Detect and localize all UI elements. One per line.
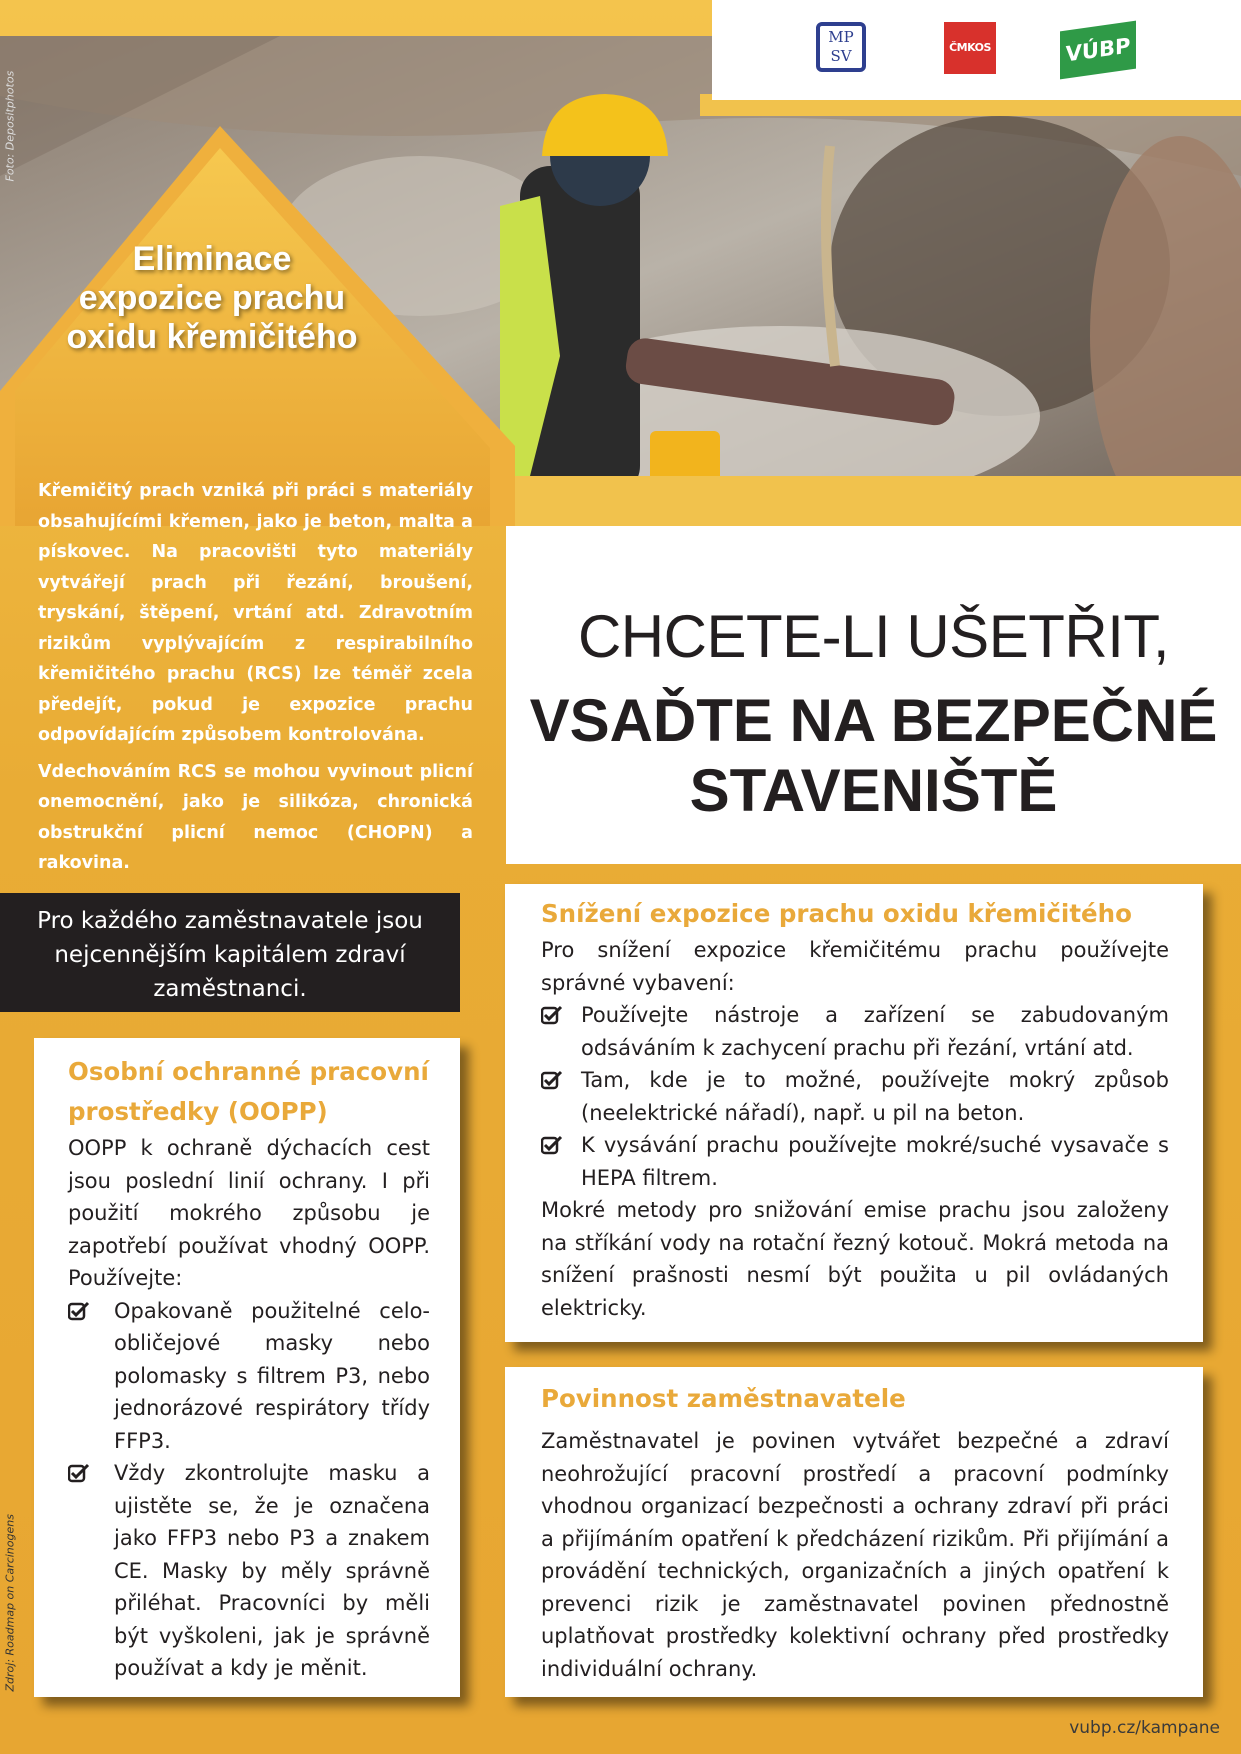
oopp-list	[68, 1295, 430, 1685]
dust-reduction-item-1: Používejte nástroje a zařízení se zabudovaným odsáváním k zachycení prachu při řezání, vrtání atd.	[581, 1003, 1169, 1060]
vubp-logo-text: VÚBP	[1065, 33, 1131, 67]
headline-line-2b: STAVENIŠTĚ	[689, 757, 1058, 824]
photo-credit-text: Foto: Depositphotos	[3, 70, 17, 182]
list-item	[541, 1064, 1169, 1129]
headline-line-2a: VSAĎTE NA BEZPEČNÉ	[529, 687, 1218, 754]
mpsv-logo	[816, 22, 866, 72]
dust-reduction-item-3: K vysávání prachu používejte mokré/suché vysavače s HEPA filtrem.	[581, 1133, 1169, 1190]
dust-reduction-text: Pro snížení expozice křemičitému prachu používejte správné vybavení:	[541, 938, 1169, 995]
intro-text	[38, 476, 473, 885]
checkbox-icon	[541, 1070, 563, 1090]
dust-reduction-heading: Snížení expozice prachu oxidu křemičitého	[541, 899, 1132, 928]
intro-paragraph-1: Křemičitý prach vzniká při práci s materiály obsahujícími křemen, jako je beton, malta a pískovec. Na pracovišti tyto materiály vytvářejí prach při řezání, broušení, tryskání, štěpení, vrtání atd. Zdravotním rizikům vyplývajícím z respirabilního křemičitého prachu (RCS) lze téměř zcela předejít, pokud je expozice prachu odpovídajícím způsobem kontrolována.	[38, 481, 473, 745]
source-text: Zdroj: Roadmap on Carcinogens	[3, 1514, 17, 1692]
headline-line-1: CHCETE-LI UŠETŘIT,	[577, 603, 1170, 670]
source-label	[0, 1490, 22, 1700]
checkbox-icon	[541, 1135, 563, 1155]
photo-credit	[0, 60, 20, 190]
oopp-item-2: Vždy zkontrolujte masku a ujistěte se, že je označena jako FFP3 nebo P3 a znakem CE. Masky by měly správně přiléhat. Pracovníci by měli být vyškoleni, jak je správně používat a kdy je měnit.	[114, 1461, 430, 1680]
footer-url[interactable]: vubp.cz/kampane	[1069, 1718, 1220, 1738]
list-item	[541, 1129, 1169, 1194]
checkbox-icon	[68, 1463, 90, 1483]
oopp-heading: Osobní ochranné pracovní prostředky (OOPP)	[68, 1057, 429, 1126]
cmkos-logo	[944, 22, 996, 74]
employer-duty-heading: Povinnost zaměstnavatele	[541, 1384, 906, 1413]
dust-reduction-item-2: Tam, kde je to možné, používejte mokrý způsob (neelektrické nářadí), např. u pil na beton.	[581, 1068, 1169, 1125]
employer-duty-card	[505, 1367, 1203, 1697]
list-item	[68, 1295, 430, 1458]
oopp-card	[34, 1038, 460, 1697]
list-item	[68, 1457, 430, 1685]
cmkos-logo-text: ČMKOS	[949, 41, 991, 54]
intro-paragraph-2: Vdechováním RCS se mohou vyvinout plicní onemocnění, jako je silikóza, chronická obstrukční plicní nemoc (CHOPN) a rakovina.	[38, 761, 473, 873]
oopp-item-1: Opakovaně použitelné celoobličejové masky nebo polomasky s filtrem P3, nebo jednorázové respirátory třídy FFP3.	[114, 1298, 430, 1453]
mpsv-logo-text: MP SV	[828, 28, 854, 65]
dust-reduction-card	[505, 884, 1203, 1342]
list-item	[541, 999, 1169, 1064]
page-title: Eliminace expozice prachu oxidu křemičitého	[66, 240, 358, 356]
dust-reduction-list	[541, 999, 1169, 1194]
dust-reduction-text-2: Mokré metody pro snižování emise prachu jsou založeny na stříkání vody na rotační řezný kotouč. Mokrá metoda na snížení prašnosti nesmí být použita u pil ovládaných elektricky.	[541, 1198, 1169, 1320]
checkbox-icon	[541, 1005, 563, 1025]
oopp-text: OOPP k ochraně dýchacích cest jsou poslední linií ochrany. I při použití mokrého způsobu je zapotřebí používat vhodný OOPP. Používejte:	[68, 1136, 430, 1290]
checkbox-icon	[68, 1301, 90, 1321]
headline-line-2	[506, 686, 1241, 826]
employer-duty-text: Zaměstnavatel je povinen vytvářet bezpečné a zdraví neohrožující pracovní prostředí a pracovní podmínky vhodnou organizací bezpečnosti a ochrany zdraví při práci a přijímáním opatření k předcházení rizikům. Při přijímání a provádění technických, organizačních a jiných opatření k prevenci rizik je zaměstnavatel povinen přednostně uplatňovat prostředky kolektivní ochrany před prostředky individuální ochrany.	[541, 1429, 1169, 1681]
employer-banner: Pro každého zaměstnavatele jsou nejcennějším kapitálem zdraví zaměstnanci.	[0, 893, 460, 1012]
